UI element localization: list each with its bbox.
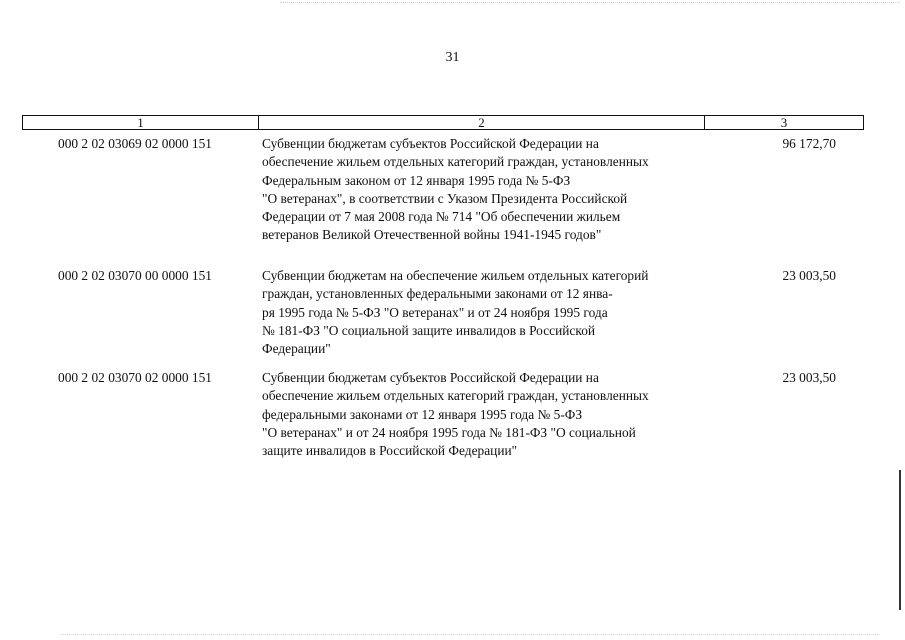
- description-line: федеральными законами от 12 января 1995 года № 5-ФЗ: [262, 406, 583, 422]
- description-line: обеспечение жильем отдельных категорий граждан, установленных: [262, 154, 649, 170]
- amount-value: 96 172,70: [782, 136, 836, 151]
- column-header-2: 2: [259, 116, 705, 129]
- amount-value: 23 003,50: [782, 370, 836, 385]
- description-line: граждан, установленных федеральными законами от 12 янва-: [262, 286, 613, 302]
- row-description: [262, 267, 702, 358]
- description-line: "О ветеранах" и от 24 ноября 1995 года № 181-ФЗ "О социальной: [262, 424, 636, 440]
- description-line: Субвенции бюджетам субъектов Российской Федерации на: [262, 136, 599, 151]
- scan-artifact-top: [280, 2, 900, 4]
- description-line: Федерации от 7 мая 2008 года № 714 "Об обеспечении жильем: [262, 209, 621, 225]
- table-header: [22, 115, 864, 130]
- column-header-3: 3: [780, 115, 788, 130]
- budget-code: 000 2 02 03069 02 0000 151: [58, 136, 212, 151]
- description-line: Федерации": [262, 341, 331, 357]
- column-header-1: 1: [23, 116, 259, 129]
- page-number: 31: [445, 50, 460, 65]
- budget-code: 000 2 02 03070 00 0000 151: [58, 268, 212, 283]
- amount-value: 23 003,50: [782, 268, 836, 283]
- scan-edge-mark: [899, 470, 901, 610]
- description-line: № 181-ФЗ "О социальной защите инвалидов в Российской: [262, 322, 596, 338]
- row-description: [262, 369, 702, 460]
- row-description: [262, 135, 702, 245]
- description-line: обеспечение жильем отдельных категорий граждан, установленных: [262, 388, 649, 404]
- description-line: Субвенции бюджетам субъектов Российской Федерации на: [262, 370, 599, 385]
- description-line: ря 1995 года № 5-ФЗ "О ветеранах" и от 24 ноября 1995 года: [262, 304, 608, 320]
- description-line: защите инвалидов в Российской Федерации": [262, 443, 518, 459]
- description-line: "О ветеранах", в соответствии с Указом Президента Российской: [262, 190, 628, 206]
- description-line: Субвенции бюджетам на обеспечение жильем отдельных категорий: [262, 268, 649, 283]
- scan-artifact-bottom: [60, 634, 880, 636]
- budget-code: 000 2 02 03070 02 0000 151: [58, 370, 212, 385]
- description-line: Федеральным законом от 12 января 1995 года № 5-ФЗ: [262, 172, 571, 188]
- description-line: ветеранов Великой Отечественной войны 1941-1945 годов": [262, 227, 602, 243]
